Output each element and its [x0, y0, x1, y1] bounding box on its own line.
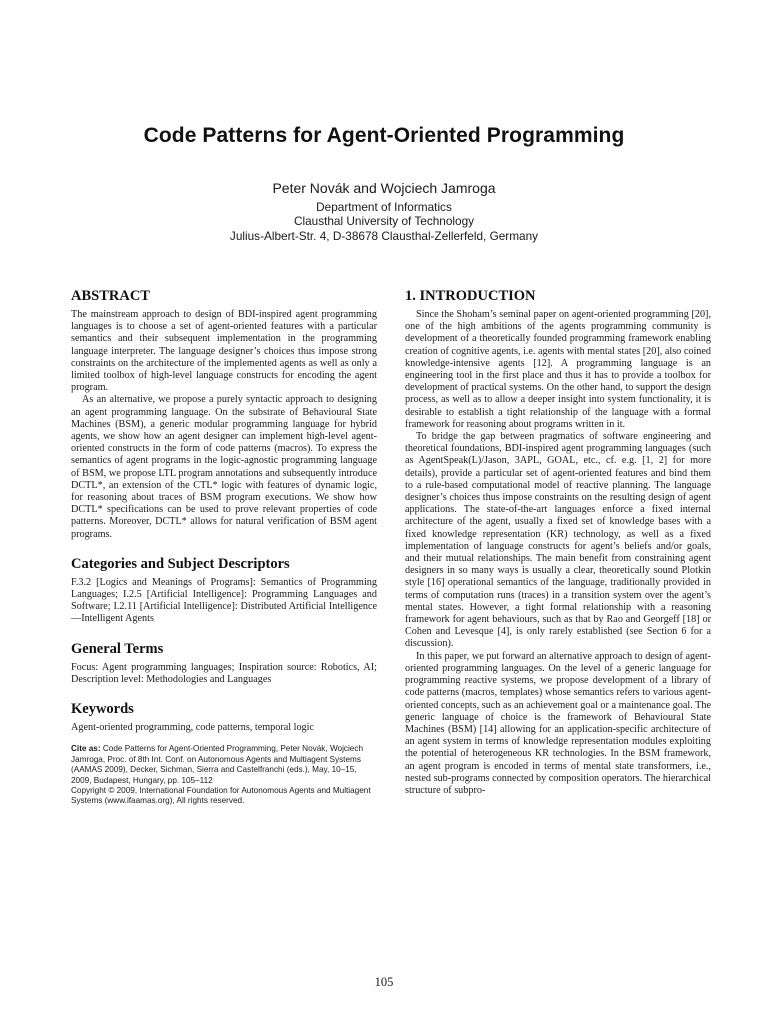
affiliation-line: Clausthal University of Technology [293, 214, 475, 229]
cite-box [71, 744, 377, 806]
categories-text: F.3.2 [Logics and Meanings of Programs]: Semantics of Programming Languages; I.2.5 [Artificial Intelligence]: Programming Languages and Software; I.2.11 [Artificial Intelligence]: Distributed Artificial Intelligence—Intelligent Agents [71, 576, 377, 625]
paper-title: Code Patterns for Agent-Oriented Programming [143, 124, 625, 147]
authors: Peter Novák and Wojciech Jamroga [272, 180, 496, 196]
general-terms-text: Focus: Agent programming languages; Inspiration source: Robotics, AI; Description level: Methodologies and Languages [71, 661, 377, 685]
page-number: 105 [374, 975, 394, 989]
abstract-paragraph: As an alternative, we propose a purely syntactic approach to designing an agent programming language. On the substrate of Behavioural State Machines (BSM), a generic modular programming language for hybrid agents, we show how an agent designer can implement high-level agent-oriented constructs in the form of code patterns (macros). To express the semantics of agent programs in the logic-agnostic programming language of BSM, we propose LTL program annotations and subsequently introduce DCTL*, an extension of the CTL* logic with features of dynamic logic, for reasoning about traces of BSM program executions. We show how DCTL* specifications can be used to prove relevant properties of code patterns. Moreover, DCTL* allows for natural verification of BSM agent programs. [71, 394, 377, 540]
affiliation [0, 200, 768, 243]
abstract-paragraph: The mainstream approach to design of BDI-inspired agent programming languages is to choose a set of agent-oriented features with a particular semantics and their subsequent implementation in the programming language interpreter. The language designer’s choices thus impose strong constraints on the architecture of the implemented agents as well as only a limited toolbox of high-level language constructs for encoding the agent program. [71, 309, 377, 394]
copyright-text: Copyright © 2009, International Foundation for Autonomous Agents and Multiagent Systems (www.ifaamas.org), All rights reserved. [71, 785, 371, 806]
left-column [71, 287, 377, 807]
affiliation-line: Julius-Albert-Str. 4, D-38678 Clausthal-Zellerfeld, Germany [229, 228, 539, 243]
affiliation-line: Department of Informatics [316, 200, 452, 214]
keywords-text: Agent-oriented programming, code patterns, temporal logic [71, 722, 315, 734]
keywords-heading: Keywords [71, 701, 134, 718]
general-terms-heading: General Terms [71, 640, 164, 657]
introduction-paragraph: To bridge the gap between pragmatics of software engineering and theoretical foundations, BDI-inspired agent programming languages (such as AgentSpeak(L)/Jason, 3APL, GOAL, etc., cf. e.g. [1, 2] for more details), provide a particular set of agent-oriented features and bind them to a rule-based computational model of reactive planning. The language designer’s choices thus impose constraints on the resulting design of agent applications. The state-of-the-art languages enforce a fixed internal architecture of the agent, usually a fixed set of knowledge bases with a fixed knowledge representation (KR) technology, as well as a fixed implementation of language constructs for agent’s beliefs and/or goals, and their mutual relationships. The main benefit from constraining agent designers in so many ways is usually a clear, theoretically sound Plotkin style [16] operational semantics of the language, traditionally provided in terms of computation runs (traces) in a transition system over the agent’s mental states. However, a tight formal relationship with a reasoning framework for agent behaviours, such as that by Rao and Georgeff [18] or Cohen and Levesque [4], is only rarely established (see Section 6 for a discussion). [405, 431, 711, 650]
cite-text: Code Patterns for Agent-Oriented Programming, Peter Novák, Wojciech Jamroga, Proc. of 8th Int. Conf. on Autonomous Agents and Multiagent Systems (AAMAS 2009), Decker, Sichman, Sierra and Castelfranchi (eds.), May, 10–15, 2009, Budapest, Hungary, pp. 105–112 [71, 744, 364, 785]
introduction-heading: 1. INTRODUCTION [405, 288, 536, 304]
right-column [405, 287, 711, 797]
abstract-heading: ABSTRACT [71, 288, 150, 304]
introduction-paragraph: In this paper, we put forward an alternative approach to design of agent-oriented programming languages. On the level of a generic language for programming reactive systems, we propose development of a library of code patterns (macros, templates) whose semantics refers to various agent-oriented concepts, such as an achievement goal or a maintenance goal. The generic language of choice is the framework of Behavioural State Machines (BSM) [14] allowing for an application-specific architecture of an agent system in terms of knowledge representation modules exploiting the potential of heterogeneous KR technologies. In the BSM framework, an agent program is encoded in terms of mental state transformers, i.e., nested sub-programs connected by composition operators. The hierarchical structure of subpro- [405, 650, 711, 796]
cite-label: Cite as: [71, 744, 101, 754]
categories-heading: Categories and Subject Descriptors [71, 555, 290, 572]
introduction-paragraph: Since the Shoham’s seminal paper on agent-oriented programming [20], one of the high ambitions of the agents programming community is development of a theoretically founded programming framework enabling creation of cognitive agents, i.e. agents with mental states [20], also coined knowledge-intensive agents [12]. A programming language is an engineering tool in the first place and thus it has to provide a toolbox for development of practical systems. On the other hand, to support the design process, as well as to allow a deeper insight into system functionality, it is desirable to establish a tight relationship of the language with a formal framework for reasoning about programs written in it. [405, 309, 711, 430]
